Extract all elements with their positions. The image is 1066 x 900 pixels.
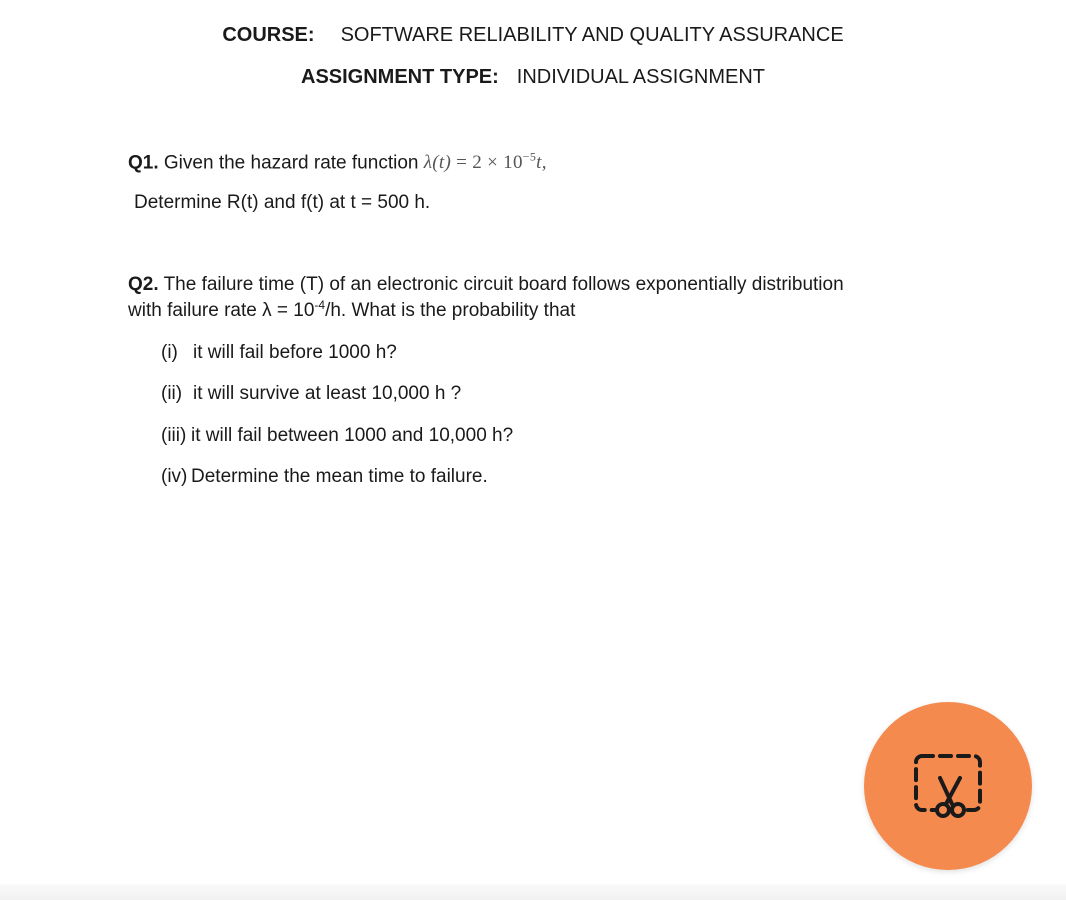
q2-line-1 xyxy=(128,274,844,296)
q2-number: Q2. xyxy=(128,274,159,295)
bottom-scroll-edge xyxy=(0,884,1066,900)
list-item xyxy=(161,342,397,364)
list-item-text: Determine the mean time to failure. xyxy=(191,466,488,487)
assignment-type-value: INDIVIDUAL ASSIGNMENT xyxy=(516,66,765,88)
screenshot-scissors-icon xyxy=(908,746,988,826)
formula-tail: t, xyxy=(536,152,547,174)
q1-formula xyxy=(424,152,547,173)
assignment-type-heading xyxy=(0,66,1066,89)
assignment-type-label: ASSIGNMENT TYPE: xyxy=(301,66,499,88)
list-item-text: it will fail before 1000 h? xyxy=(193,342,397,363)
q2-exponent: -4 xyxy=(314,298,326,312)
list-marker: (iii) xyxy=(161,425,187,446)
q1-text: Given the hazard rate function xyxy=(163,152,419,174)
q2-text-1: The failure time (T) of an electronic circuit board follows exponentially distribution xyxy=(163,274,844,295)
formula-mid: = 2 × 10 xyxy=(451,152,523,174)
list-marker: (i) xyxy=(161,342,178,363)
list-item xyxy=(161,466,488,488)
formula-exponent: −5 xyxy=(522,150,537,164)
list-item-text: it will survive at least 10,000 h ? xyxy=(193,383,462,404)
q1-line-1 xyxy=(128,150,547,174)
course-value: SOFTWARE RELIABILITY AND QUALITY ASSURANCE xyxy=(340,24,844,46)
formula-lhs: λ(t) xyxy=(423,152,452,174)
q2-text-2b: /h. What is the probability that xyxy=(325,300,576,321)
list-item-text: it will fail between 1000 and 10,000 h? xyxy=(191,425,514,446)
q2-text-2a: with failure rate λ = 10 xyxy=(128,300,315,321)
q2-line-2 xyxy=(128,300,575,322)
q1-line-2: Determine R(t) and f(t) at t = 500 h. xyxy=(134,192,431,213)
course-label: COURSE: xyxy=(222,24,315,46)
list-item xyxy=(161,425,513,447)
list-item xyxy=(161,383,461,405)
screenshot-snip-button[interactable] xyxy=(864,702,1032,870)
list-marker: (ii) xyxy=(161,383,183,404)
course-heading xyxy=(0,24,1066,47)
q1-number: Q1. xyxy=(128,152,159,174)
list-marker: (iv) xyxy=(161,466,188,487)
